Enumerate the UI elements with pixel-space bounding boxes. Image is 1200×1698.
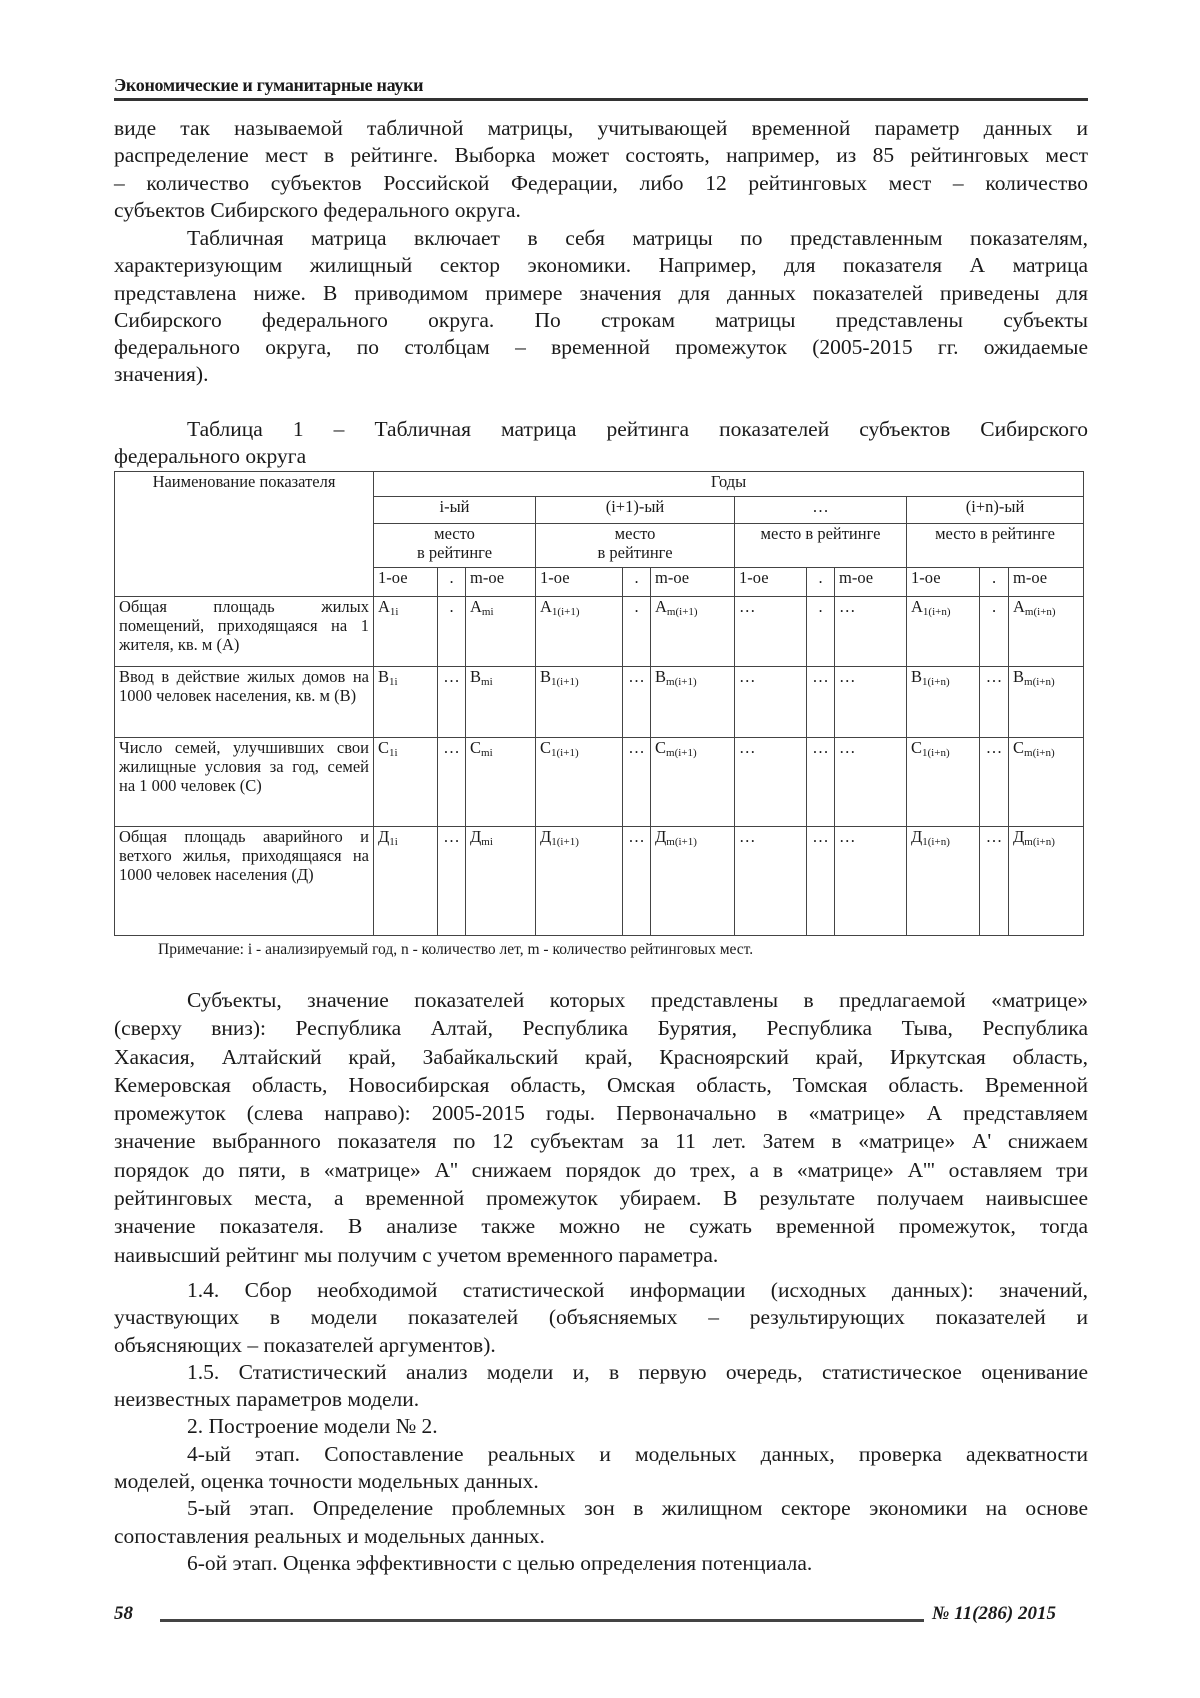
matrix-cell — [374, 827, 438, 936]
indicator-letter: А — [1013, 597, 1025, 616]
text-line: Сибирского федерального округа. По строкам матрицы представлены субъекты — [114, 307, 1088, 334]
indicator-letter: А — [378, 597, 390, 616]
dot-separator: … — [807, 667, 835, 738]
indicator-letter: Д — [540, 827, 551, 846]
last-place-header: m-ое — [466, 568, 536, 597]
matrix-cell — [536, 738, 623, 827]
indicator-letter: В — [911, 667, 922, 686]
table-row — [115, 667, 1084, 738]
indicator-letter: Д — [470, 827, 481, 846]
year-group-ellipsis: … — [735, 497, 907, 524]
text-line: промежуток (слева направо): 2005-2015 годы. Первоначально в «матрице» А представляем — [114, 1099, 1088, 1127]
place-label-line2: в рейтинге — [417, 543, 492, 562]
indicator-letter: В — [470, 667, 481, 686]
dot-separator: … — [438, 667, 466, 738]
dot-separator: … — [438, 827, 466, 936]
page-number: 58 — [114, 1603, 133, 1625]
text-line: федерального округа — [114, 443, 1088, 470]
dot-separator: … — [807, 738, 835, 827]
cell-subscript: 1(i+1) — [551, 747, 579, 759]
text-line: 1.4. Сбор необходимой статистической информации (исходных данных): значений, — [114, 1277, 1088, 1304]
indicator-letter: Д — [911, 827, 922, 846]
indicator-letter: А — [911, 597, 923, 616]
year-group-i: i-ый — [374, 497, 536, 524]
matrix-cell: … — [735, 827, 807, 936]
cell-subscript: mi — [481, 836, 493, 848]
cell-subscript: m(i+n) — [1025, 606, 1056, 618]
cell-subscript: m(i+1) — [666, 676, 697, 688]
matrix-cell — [536, 827, 623, 936]
cell-subscript: 1(i+n) — [922, 836, 950, 848]
first-place-header: 1-ое — [907, 568, 980, 597]
first-place-header: 1-ое — [735, 568, 807, 597]
cell-subscript: 1i — [390, 606, 399, 618]
first-place-header: 1-ое — [374, 568, 438, 597]
paragraph-intro — [114, 115, 1088, 224]
matrix-cell — [1009, 738, 1084, 827]
matrix-cell: … — [735, 667, 807, 738]
text-line: наивысший рейтинг мы получим с учетом временного параметра. — [114, 1241, 1088, 1269]
cell-subscript: mi — [481, 747, 493, 759]
place-header: место в рейтинге — [907, 524, 1084, 568]
last-place-header: m-ое — [1009, 568, 1084, 597]
dot-separator: … — [623, 827, 651, 936]
matrix-cell — [907, 597, 980, 667]
cell-subscript: m(i+1) — [667, 606, 698, 618]
text-line: Хакасия, Алтайский край, Забайкальский край, Красноярский край, Иркутская область, — [114, 1043, 1088, 1071]
cell-subscript: 1i — [389, 747, 398, 759]
matrix-cell: … — [735, 738, 807, 827]
indicator-label: Число семей, улучшивших свои жилищные условия за год, семей на 1 000 человек (С) — [115, 738, 374, 827]
indicator-letter: С — [470, 738, 481, 757]
text-line: представлена ниже. В приводимом примере значения для данных показателей приведены для — [114, 280, 1088, 307]
matrix-cell — [651, 738, 735, 827]
matrix-cell — [1009, 667, 1084, 738]
text-line: 5-ый этап. Определение проблемных зон в жилищном секторе экономики на основе — [114, 1495, 1088, 1522]
place-header: место в рейтинге — [735, 524, 907, 568]
indicator-letter: В — [1013, 667, 1024, 686]
matrix-cell — [374, 738, 438, 827]
dot-separator: … — [980, 827, 1009, 936]
cell-subscript: mi — [482, 606, 494, 618]
dot-separator: . — [438, 597, 466, 667]
dot-separator: … — [980, 667, 1009, 738]
matrix-cell — [907, 827, 980, 936]
text-line: виде так называемой табличной матрицы, учитывающей временной параметр данных и — [114, 115, 1088, 142]
cell-subscript: 1(i+1) — [552, 606, 580, 618]
indicator-label: Ввод в действие жилых домов на 1000 человек населения, кв. м (В) — [115, 667, 374, 738]
text-line: объясняющих – показателей аргументов). — [114, 1332, 1088, 1359]
cell-subscript: m(i+n) — [1024, 836, 1055, 848]
indicator-letter: С — [655, 738, 666, 757]
text-line: порядок до пяти, в «матрице» А'' снижаем порядок до трех, а в «матрице» А''' оставляем три — [114, 1156, 1088, 1184]
text-line: участвующих в модели показателей (объясняемых – результирующих показателей и — [114, 1304, 1088, 1331]
indicator-letter: А — [655, 597, 667, 616]
place-label-line2: в рейтинге — [597, 543, 672, 562]
matrix-cell — [907, 738, 980, 827]
matrix-cell: … — [835, 667, 907, 738]
matrix-cell — [466, 667, 536, 738]
year-group-i-plus-1: (i+1)-ый — [536, 497, 735, 524]
text-line: субъектов Сибирского федерального округа. — [114, 197, 1088, 224]
indicator-letter: В — [378, 667, 389, 686]
matrix-cell — [374, 597, 438, 667]
rating-matrix-table — [114, 471, 1084, 936]
footer-divider — [160, 1619, 924, 1622]
matrix-cell — [374, 667, 438, 738]
indicator-letter: А — [470, 597, 482, 616]
dot-separator: . — [980, 568, 1009, 597]
text-line: сопоставления реальных и модельных данных. — [114, 1523, 1088, 1550]
paragraph-stages — [114, 1277, 1088, 1577]
cell-subscript: m(i+1) — [666, 836, 697, 848]
dot-separator: . — [980, 597, 1009, 667]
indicator-letter: С — [911, 738, 922, 757]
dot-separator: … — [807, 827, 835, 936]
cell-subscript: m(i+n) — [1024, 747, 1055, 759]
matrix-cell — [1009, 827, 1084, 936]
table-note: Примечание: i - анализируемый год, n - количество лет, m - количество рейтинговых мест. — [158, 940, 753, 960]
last-place-header: m-ое — [835, 568, 907, 597]
text-line: значения). — [114, 361, 1088, 388]
text-line: Субъекты, значение показателей которых представлены в предлагаемой «матрице» — [114, 986, 1088, 1014]
dot-separator: . — [807, 568, 835, 597]
paragraph-matrix-description — [114, 225, 1088, 389]
text-line: Таблица 1 – Табличная матрица рейтинга показателей субъектов Сибирского — [114, 416, 1088, 443]
cell-subscript: m(i+n) — [1024, 676, 1055, 688]
matrix-cell — [466, 597, 536, 667]
issue-number: № 11(286) 2015 — [932, 1603, 1056, 1625]
text-line: – количество субъектов Российской Федерации, либо 12 рейтинговых мест – количество — [114, 170, 1088, 197]
paragraph-subjects — [114, 986, 1088, 1269]
running-header: Экономические и гуманитарные науки — [114, 74, 1088, 101]
cell-subscript: 1i — [389, 836, 398, 848]
indicator-label: Общая площадь жилых помещений, приходящаяся на 1 жителя, кв. м (А) — [115, 597, 374, 667]
matrix-cell — [651, 827, 735, 936]
matrix-cell: … — [835, 827, 907, 936]
cell-subscript: 1(i+n) — [923, 606, 951, 618]
text-line: моделей, оценка точности модельных данных. — [114, 1468, 1088, 1495]
indicator-letter: Д — [655, 827, 666, 846]
matrix-cell — [651, 597, 735, 667]
cell-subscript: m(i+1) — [666, 747, 697, 759]
matrix-cell — [907, 667, 980, 738]
place-label-line1: место — [434, 524, 475, 543]
years-header: Годы — [374, 472, 1084, 497]
last-place-header: m-ое — [651, 568, 735, 597]
text-line: 4-ый этап. Сопоставление реальных и модельных данных, проверка адекватности — [114, 1441, 1088, 1468]
first-place-header: 1-ое — [536, 568, 623, 597]
dot-separator: … — [623, 738, 651, 827]
table-row — [115, 597, 1084, 667]
cell-subscript: mi — [481, 676, 493, 688]
indicator-letter: Д — [1013, 827, 1024, 846]
indicator-letter: С — [378, 738, 389, 757]
matrix-cell: … — [835, 597, 907, 667]
matrix-cell — [536, 597, 623, 667]
indicator-letter: С — [540, 738, 551, 757]
cell-subscript: 1i — [389, 676, 398, 688]
text-line: 1.5. Статистический анализ модели и, в первую очередь, статистическое оценивание — [114, 1359, 1088, 1386]
indicator-letter: В — [540, 667, 551, 686]
cell-subscript: 1(i+n) — [922, 676, 950, 688]
dot-separator: … — [980, 738, 1009, 827]
matrix-cell: … — [835, 738, 907, 827]
dot-separator: . — [438, 568, 466, 597]
dot-separator: . — [623, 568, 651, 597]
dot-separator: . — [623, 597, 651, 667]
year-group-i-plus-n: (i+n)-ый — [907, 497, 1084, 524]
matrix-cell — [651, 667, 735, 738]
indicator-label: Общая площадь аварийного и ветхого жилья, приходящаяся на 1000 человек населения (Д) — [115, 827, 374, 936]
table-caption — [114, 416, 1088, 471]
cell-subscript: 1(i+n) — [922, 747, 950, 759]
text-line: 6-ой этап. Оценка эффективности с целью определения потенциала. — [114, 1550, 1088, 1577]
matrix-cell: … — [735, 597, 807, 667]
table-row — [115, 827, 1084, 936]
text-line: федерального округа, по столбцам – временной промежуток (2005-2015 гг. ожидаемые — [114, 334, 1088, 361]
text-line: значение показателя. В анализе также можно не сужать временной промежуток, тогда — [114, 1212, 1088, 1240]
indicator-letter: С — [1013, 738, 1024, 757]
indicator-header: Наименование показателя — [115, 472, 374, 597]
place-header — [536, 524, 735, 568]
text-line: (сверху вниз): Республика Алтай, Республика Бурятия, Республика Тыва, Республика — [114, 1014, 1088, 1042]
place-label-line1: место — [615, 524, 656, 543]
indicator-letter: Д — [378, 827, 389, 846]
cell-subscript: 1(i+1) — [551, 836, 579, 848]
text-line: значение выбранного показателя по 12 субъектам за 11 лет. Затем в «матрице» А' снижаем — [114, 1127, 1088, 1155]
text-line: Табличная матрица включает в себя матрицы по представленным показателям, — [114, 225, 1088, 252]
dot-separator: . — [807, 597, 835, 667]
text-line: характеризующим жилищный сектор экономики. Например, для показателя А матрица — [114, 252, 1088, 279]
matrix-cell — [466, 738, 536, 827]
text-line: распределение мест в рейтинге. Выборка может состоять, например, из 85 рейтинговых мест — [114, 142, 1088, 169]
matrix-cell — [1009, 597, 1084, 667]
indicator-letter: В — [655, 667, 666, 686]
dot-separator: … — [623, 667, 651, 738]
text-line: рейтинговых места, а временной промежуток убираем. В результате получаем наивысшее — [114, 1184, 1088, 1212]
place-header — [374, 524, 536, 568]
text-line: неизвестных параметров модели. — [114, 1386, 1088, 1413]
cell-subscript: 1(i+1) — [551, 676, 579, 688]
text-line: Кемеровская область, Новосибирская область, Омская область, Томская область. Временной — [114, 1071, 1088, 1099]
text-line: 2. Построение модели № 2. — [114, 1413, 1088, 1440]
indicator-letter: А — [540, 597, 552, 616]
dot-separator: … — [438, 738, 466, 827]
matrix-cell — [536, 667, 623, 738]
table-row — [115, 738, 1084, 827]
matrix-cell — [466, 827, 536, 936]
